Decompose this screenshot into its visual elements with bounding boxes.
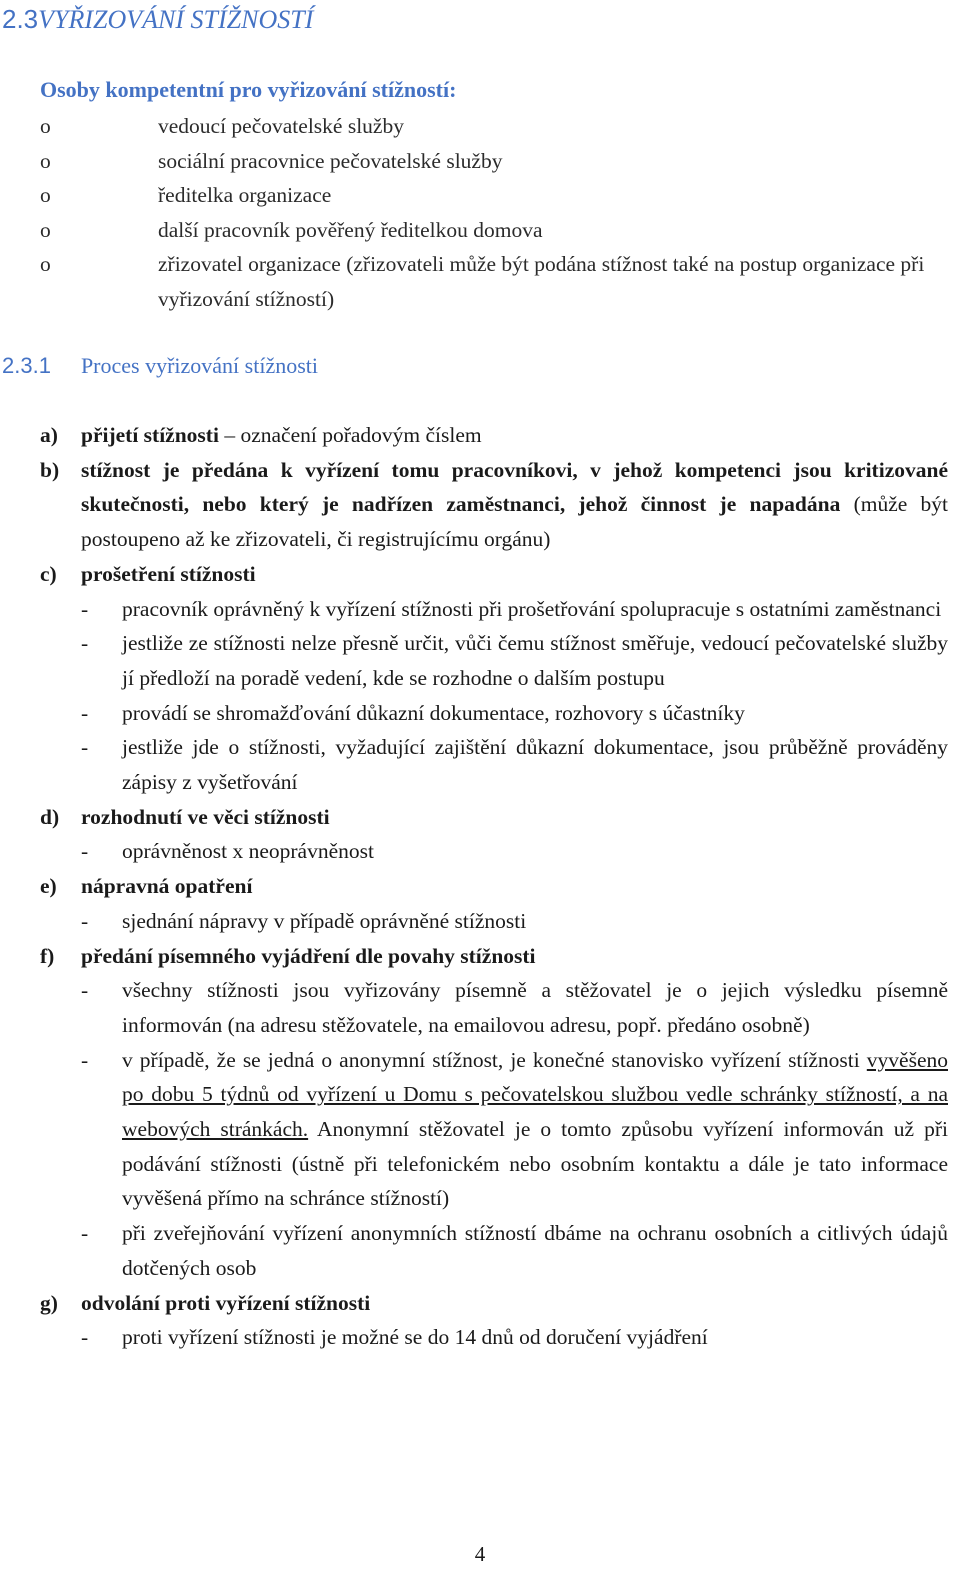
step-e: e) nápravná opatření (40, 874, 253, 899)
section-title: VYŘIZOVÁNÍ STÍŽNOSTÍ (38, 5, 314, 34)
step-c-items (40, 592, 948, 800)
list-item: - proti vyřízení stížnosti je možné se do 14 dnů od doručení vyjádření (81, 1325, 708, 1350)
list-item: o ředitelka organizace (40, 178, 958, 213)
list-item: - jestliže jde o stížnosti, vyžadující zajištění důkazní dokumentace, jsou průběžně prováděny zápisy z vyšetřování (81, 735, 948, 795)
step-f: f) předání písemného vyjádření dle povahy stížnosti (40, 943, 536, 968)
section-heading (2, 4, 313, 35)
step-f-items (40, 973, 948, 1285)
list-item: o vedoucí pečovatelské služby (40, 109, 958, 144)
step-c: c) prošetření stížnosti (40, 561, 256, 586)
process-steps (40, 418, 948, 1355)
step-a: a) přijetí stížnosti – označení pořadovým číslem (40, 423, 482, 447)
subsection-heading (2, 353, 318, 379)
step-g: g) odvolání proti vyřízení stížnosti (40, 1290, 371, 1315)
list-item: - všechny stížnosti jsou vyřizovány písemně a stěžovatel je o jejich výsledku písemně informován (na adresu stěžovatele, na emailovou adresu, popř. předáno osobně) (81, 978, 948, 1037)
list-item: - provádí se shromažďování důkazní dokumentace, rozhovory s účastníky (81, 700, 745, 725)
step-g-items (40, 1320, 948, 1355)
persons-list (40, 109, 958, 316)
list-item: o zřizovatel organizace (zřizovateli může být podána stížnost také na postup organizace při vyřizování stížností) (40, 247, 958, 316)
list-item: - v případě, že se jedná o anonymní stížnost, je konečné stanovisko vyřízení stížnosti vyvěšeno po dobu 5 týdnů od vyřízení u Domu s pečovatelskou službou vedle schránky stížností, a na webových stránkách. Anonymní stěžovatel je o tomto způsobu vyřízení informován už při podávání stížnosti (ústně při telefonickém nebo osobním kontaktu a dále je tato informace vyvěšená přímo na schránce stížností) (81, 1047, 948, 1211)
bullet-marker: o (40, 252, 51, 276)
bullet-marker: o (40, 148, 51, 173)
list-item: - sjednání nápravy v případě oprávněné stížnosti (81, 908, 527, 933)
subsection-number: 2.3.1 (2, 353, 51, 378)
bullet-marker: o (40, 183, 51, 207)
step-e-items (40, 904, 948, 939)
persons-title: Osoby kompetentní pro vyřizování stížností: (40, 77, 457, 102)
bullet-marker: o (40, 217, 51, 242)
list-item: - jestliže ze stížnosti nelze přesně určit, vůči čemu stížnost směřuje, vedoucí pečovatelské služby jí předloží na poradě vedení, kde se rozhodne o dalším postupu (81, 631, 948, 690)
list-item: o sociální pracovnice pečovatelské služby (40, 144, 958, 179)
list-item: o další pracovník pověřený ředitelkou domova (40, 213, 958, 248)
bullet-marker: o (40, 114, 51, 138)
step-d: d) rozhodnutí ve věci stížnosti (40, 804, 330, 829)
page-number: 4 (474, 1542, 486, 1566)
list-item: - pracovník oprávněný k vyřízení stížnosti při prošetřování spolupracuje s ostatními zaměstnanci (81, 596, 942, 621)
underlined-text: vyvěšeno po dobu 5 týdnů od vyřízení u Domu s pečovatelskou službou vedle schránky stížností, a na webových stránkách. (122, 1047, 948, 1142)
step-d-items (40, 834, 948, 869)
section-number: 2.3 (2, 4, 39, 34)
step-b: b) stížnost je předána k vyřízení tomu pracovníkovi, v jehož kompetenci jsou kritizované skutečnosti, nebo který je nadřízen zaměstnanci, jehož činnost je napadána (může být postoupeno až ke zřizovateli, či registrujícímu orgánu) (40, 457, 948, 552)
list-item: - oprávněnost x neoprávněnost (81, 839, 374, 864)
subsection-title: Proces vyřizování stížnosti (80, 353, 319, 378)
list-item: - při zveřejňování vyřízení anonymních stížností dbáme na ochranu osobních a citlivých údajů dotčených osob (81, 1221, 948, 1280)
